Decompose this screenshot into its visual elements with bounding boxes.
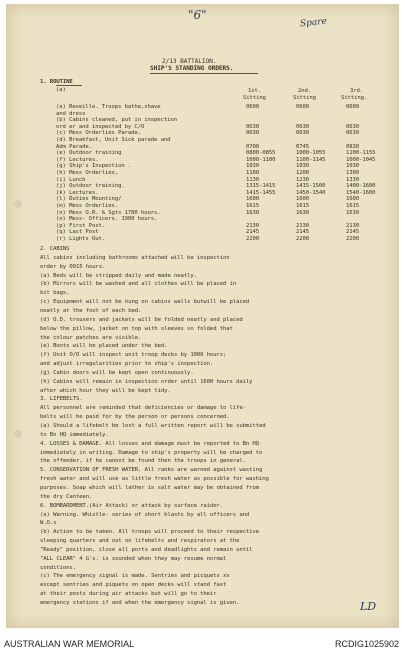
routine-time-sitting-2: 1600 <box>296 196 310 203</box>
routine-time-sitting-3: 2145 <box>346 229 360 236</box>
routine-time-sitting-1: 0630 <box>246 123 260 130</box>
routine-time-sitting-1: 1130 <box>246 176 260 183</box>
routine-time-sitting-2: 0600 <box>296 104 310 110</box>
column-sitting-3: Sitting. <box>341 95 368 101</box>
order-text-line: at their posts during air attacks but will go to their <box>40 591 217 598</box>
order-text-line: All personnel are reminded that deficiencies or damage to life- <box>40 405 246 412</box>
routine-time-sitting-2: 1100-1145 <box>296 156 326 163</box>
routine-time-sitting-3: 1030 <box>346 163 360 170</box>
order-text-line: (h) Cabins will remain in inspection order until 1600 hours daily <box>40 378 253 385</box>
routine-time-sitting-2: 2200 <box>296 236 310 242</box>
routine-time-sitting-3: 1630 <box>346 209 360 216</box>
order-text-line: 2. CABINS <box>40 246 70 252</box>
routine-time-sitting-2: 2130 <box>296 222 310 229</box>
routine-time-sitting-2: 1615 <box>296 203 310 209</box>
order-text-line: (b) Mirrors will be washed and all clothes will be placed in <box>40 281 237 288</box>
routine-time-sitting-1: 1030 <box>246 163 260 170</box>
order-text-line: "ALL CLEAR" 4 G's. is sounded when they may resume normal <box>40 555 227 562</box>
routine-time-sitting-3: 1540-1600 <box>346 189 376 196</box>
routine-item-label: (n) Mess O.R. & Sgts 1700 hours. <box>56 209 161 216</box>
routine-time-sitting-1: 1315-1415 <box>246 183 276 190</box>
routine-time-sitting-3: 1300 <box>346 170 360 176</box>
routine-time-sitting-1: 0800-0855 <box>246 150 276 157</box>
order-text-line: order by 0915 hours. <box>40 263 106 270</box>
title-underline <box>150 73 258 74</box>
routine-time-sitting-2: 0630 <box>296 123 310 130</box>
routine-time-sitting-1: 1615 <box>246 203 260 209</box>
routine-item-label: (g) Ship's Inspection . <box>56 163 132 170</box>
order-text-line: immediately in writing. Damage to ship's property will be charged to <box>40 449 263 456</box>
order-text-line: 6. BOMBARDMENT.(Air Attack) or attack by surface raider. <box>40 502 223 509</box>
order-text-line: (b) Action to be taken. All troops will proceed to their respective <box>40 529 259 536</box>
routine-item-label: and dress <box>56 110 86 117</box>
order-text-line: kit bags. <box>40 290 70 297</box>
order-text-line: below the pillow, jacket on top with sleeves so folded that <box>40 325 233 332</box>
routine-item-label: (o) Mess- Officers. 1900 hours. <box>56 216 158 223</box>
routine-item-label: (c) Mess Orderlies Parade. <box>56 130 141 137</box>
order-text-line: (a) Beds will be stripped daily and made neatly. <box>40 272 197 279</box>
routine-time-sitting-1: 2200 <box>246 236 260 242</box>
routine-time-sitting-1: 1415-1455 <box>246 189 276 196</box>
routine-item-label: (j) Outdoor training. <box>56 183 125 190</box>
column-head-1: 1st. <box>248 88 262 94</box>
routine-time-sitting-3: 1100-1155 <box>346 150 376 157</box>
routine-time-sitting-3: 1000-1045 <box>346 156 376 163</box>
order-text-line: and adjust irregularities prior to ship's inspection. <box>40 361 214 368</box>
routine-item-label: (i) Lunch <box>56 176 86 183</box>
order-text-line: the colour patches are visible. <box>40 334 142 341</box>
routine-time-sitting-2: 1000-1055 <box>296 150 326 157</box>
routine-time-sitting-3: 0630 <box>346 130 360 137</box>
routine-item-label: (r) Lights Out. <box>56 236 106 242</box>
routine-time-sitting-3: 0830 <box>346 143 360 150</box>
order-text-line: neatly at the foot of each bed. <box>40 307 142 314</box>
routine-item-label: (e) Outdoor training <box>56 150 122 157</box>
order-text-line: belts will be paid for by the person or persons concerned. <box>40 414 230 421</box>
routine-time-sitting-1: 0700 <box>246 143 260 150</box>
handwritten-spare-note: Spare <box>299 16 328 30</box>
order-text-line: after which hour they will be kept tidy. <box>40 387 171 394</box>
routine-item-label: ord er and inspected by C/O <box>56 123 145 130</box>
footer-bar <box>0 634 405 654</box>
routine-item-label: (p) First Post. <box>56 222 106 229</box>
routine-underline <box>56 85 82 86</box>
order-text-line: 3. LIFEBELTS. <box>40 396 83 403</box>
routine-item-label: (l) Duties Mounting/ <box>56 196 122 203</box>
routine-time-sitting-1: 0630 <box>246 130 260 137</box>
column-sitting-1: Sitting <box>243 95 266 101</box>
order-text-line: emergency stations if and when the emergency signal is given. <box>40 600 240 606</box>
order-text-line: to Bn HQ immediately. <box>40 431 109 438</box>
routine-time-sitting-3: 1600 <box>346 196 360 203</box>
routine-time-sitting-3: 0630 <box>346 123 360 130</box>
routine-time-sitting-1: 1000-1100 <box>246 156 276 163</box>
routine-item-label: (q) Last Post <box>56 229 99 236</box>
routine-item-label: (a) Reveille. Troops bathe,shave <box>56 104 161 110</box>
section-routine-heading: 1. ROUTINE <box>40 79 73 85</box>
order-text-line: conditions. <box>40 564 76 571</box>
routine-time-sitting-1: 1630 <box>246 209 260 216</box>
routine-time-sitting-2: 1230 <box>296 176 310 183</box>
routine-time-sitting-3: 1400-1600 <box>346 183 376 190</box>
routine-time-sitting-3: 2130 <box>346 222 360 229</box>
column-head-2: 2nd. <box>298 88 312 94</box>
handwritten-top-mark: "6" <box>188 8 207 22</box>
routine-item-label: (d) Breakfast, Unit Sick parade and <box>56 137 171 143</box>
routine-time-sitting-2: 1450-1540 <box>296 189 326 196</box>
routine-time-sitting-2: 2145 <box>296 229 310 236</box>
order-text-line: 4. LOSSES & DAMAGE. All losses and damage must be reported to Bn HQ <box>40 440 259 447</box>
routine-time-sitting-1: 2145 <box>246 229 260 236</box>
footer-credit: AUSTRALIAN WAR MEMORIAL <box>4 639 135 649</box>
document-title-line1: 2/13 BATTALION. <box>162 58 217 65</box>
routine-time-sitting-3: 2200 <box>346 236 360 242</box>
order-text-line: the dry Canteen. <box>40 493 93 500</box>
order-text-line: "Ready" position, close all ports and deadlights and remain until <box>40 546 253 553</box>
order-text-line: the offender, if he cannot be found then the troops in general. <box>40 458 246 465</box>
routine-item-label: (m) Mess Orderlies. <box>56 203 119 209</box>
routine-time-sitting-2: 1415-1500 <box>296 183 326 190</box>
routine-time-sitting-2: 1200 <box>296 170 310 176</box>
routine-item-label: Adm Parade. <box>56 143 92 150</box>
routine-time-sitting-3: 1330 <box>346 176 360 183</box>
order-text-line: (f) Unit O/O will inspect unit troop decks by 1000 hours; <box>40 352 227 359</box>
order-text-line: (d) O.D. trousers and jackets will be folded neatly and placed <box>40 316 243 323</box>
document-title-line2: SHIP'S STANDING ORDERS. <box>150 65 234 72</box>
column-head-3: 3rd. <box>350 88 364 94</box>
routine-time-sitting-2: 1630 <box>296 209 310 216</box>
order-text-line: 5. CONSERVATION OF FRESH WATER. All ranks are warned against wasting <box>40 467 263 474</box>
order-text-line: (e) Boots will be placed under the bed. <box>40 343 168 350</box>
routine-time-sitting-3: 0600 <box>346 104 360 110</box>
punch-hole <box>14 430 22 438</box>
routine-time-sitting-3: 1615 <box>346 203 360 209</box>
routine-time-sitting-1: 0600 <box>246 104 260 110</box>
routine-time-sitting-2: 0745 <box>296 143 310 150</box>
handwritten-initials: LD <box>360 600 377 613</box>
routine-time-sitting-2: 1030 <box>296 163 310 170</box>
order-text-line: (c) Equipment will not be hung on cabins walls butwill be placed <box>40 299 250 306</box>
routine-time-sitting-1: 1100 <box>246 170 260 176</box>
order-text-line: W.O.s <box>40 520 57 527</box>
routine-item-label: (k) Lectures. <box>56 189 99 196</box>
punch-hole <box>14 200 22 208</box>
order-text-line: (a) Warning. Whistle- series of short blasts by all officers and <box>40 511 250 518</box>
column-sitting-2: Sitting <box>293 95 316 101</box>
order-text-line: except sentries and piquets on open decks will stand fast <box>40 582 227 589</box>
order-text-line: sleeping quarters and out on lifebelts and respirators at the <box>40 538 240 545</box>
routine-item-label: (f) Lectures. <box>56 156 99 163</box>
order-text-line: All cabins including bathrooms attached will be inspection <box>40 254 230 261</box>
routine-time-sitting-2: 0630 <box>296 130 310 137</box>
order-text-line: (g) Cabin doors will be kept open continuously. <box>40 369 194 376</box>
order-text-line: purposes. Soap which will lather in salt water may be obtained from <box>40 484 259 491</box>
routine-sub-label: (a) <box>56 87 66 93</box>
order-text-line: fresh water and will use as little fresh water as possible for washing <box>40 476 269 483</box>
routine-time-sitting-1: 2130 <box>246 222 260 229</box>
order-text-line: (a) Should a lifebelt be lost a full written report will be submitted <box>40 423 266 429</box>
routine-item-label: (h) Mess Orderlies, <box>56 170 119 176</box>
footer-record-id: RCDIG1025902 <box>334 639 399 649</box>
routine-item-label: (b) Cabins cleaned, put in inspection <box>56 117 177 124</box>
routine-time-sitting-1: 1600 <box>246 196 260 203</box>
order-text-line: (c) The emergency signal is made. Sentries and picquets xx <box>40 573 230 580</box>
